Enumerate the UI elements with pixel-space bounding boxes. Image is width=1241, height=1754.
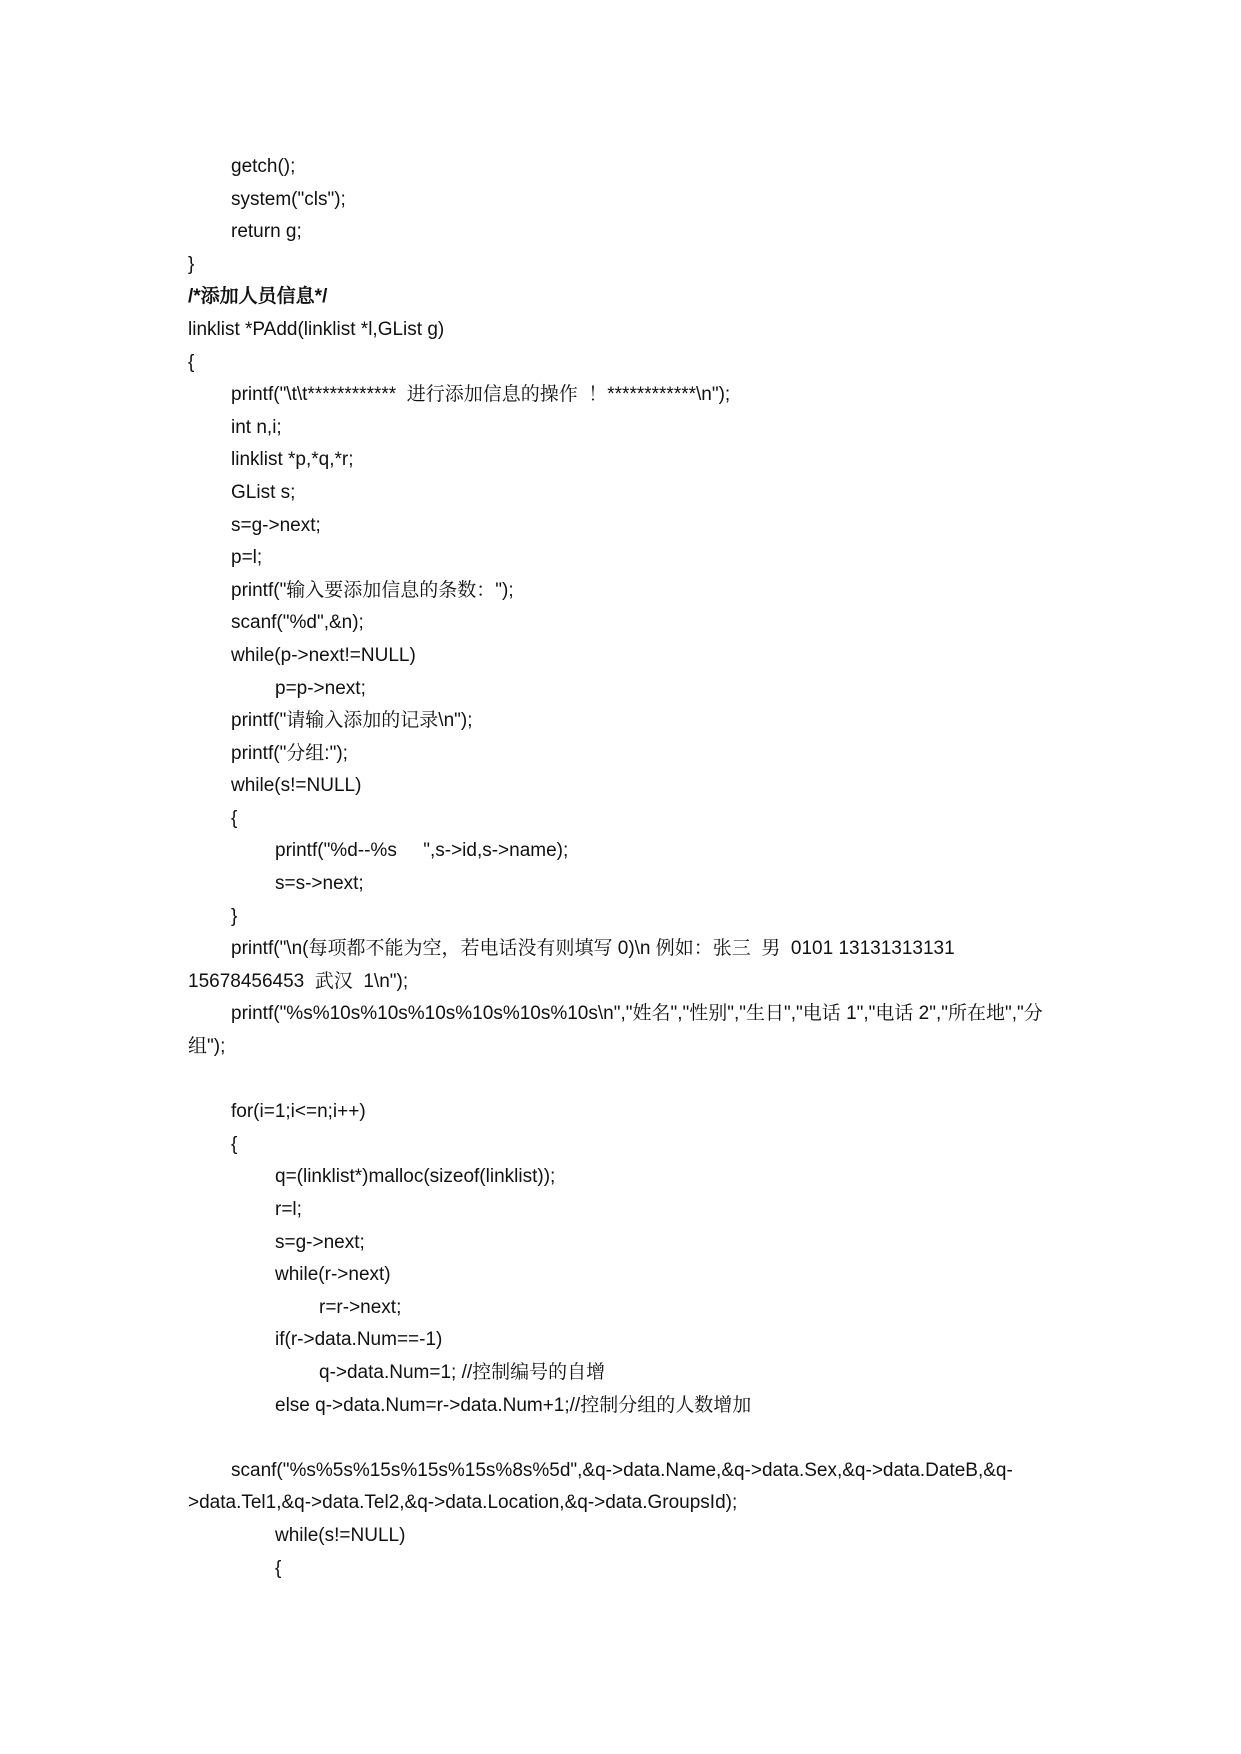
code-line: while(s!=NULL) [275,1524,406,1546]
code-line: return g; [231,221,302,243]
code-line: r=l; [275,1199,302,1220]
code-line: if(r->data.Num==-1) [275,1329,443,1351]
code-listing [188,151,1068,1585]
code-line: { [188,351,195,373]
blank-line [188,1064,1068,1097]
code-line: } [188,253,195,275]
code-line: p=l; [231,547,263,569]
code-line: int n,i; [231,416,282,438]
code-line-wrapped: printf("\n(每项都不能为空，若电话没有则填写 0)\n 例如：张三 男 0101 13131313131 15678456453 武汉 1\n"); [188,938,960,992]
code-line: printf("%d--%s ",s->id,s->name); [275,840,569,862]
code-line: s=g->next; [275,1231,365,1253]
code-line: r=r->next; [319,1296,402,1318]
code-line: printf("\t\t************ 进行添加信息的操作 ！************\n"); [231,384,731,406]
code-line: system("cls"); [231,188,346,210]
code-line: while(s!=NULL) [231,775,362,797]
code-line: p=p->next; [275,677,366,699]
code-line: q->data.Num=1; //控制编号的自增 [319,1361,606,1383]
code-line: while(p->next!=NULL) [231,644,416,666]
code-line: printf("分组:"); [231,742,348,764]
code-line: linklist *p,*q,*r; [231,449,354,471]
code-line: { [275,1557,282,1579]
code-line: printf("输入要添加信息的条数："); [231,579,514,601]
code-line: while(r->next) [275,1264,391,1286]
code-line: for(i=1;i<=n;i++) [231,1101,366,1123]
code-line: q=(linklist*)malloc(sizeof(linklist)); [275,1166,556,1188]
code-line-wrapped: printf("%s%10s%10s%10s%10s%10s%10s\n","姓名","性别","生日","电话 1","电话 2","所在地","分组"); [188,1003,1043,1058]
code-line: s=g->next; [231,514,321,536]
code-line: } [231,905,238,927]
code-line: { [231,1133,238,1155]
code-line: getch(); [231,156,296,177]
code-line: else q->data.Num=r->data.Num+1;//控制分组的人数增加 [275,1394,752,1416]
section-comment-heading: /*添加人员信息*/ [188,286,328,308]
code-line: GList s; [231,481,296,503]
code-line: scanf("%d",&n); [231,612,364,634]
code-line: printf("请输入添加的记录\n"); [231,710,473,732]
code-line-wrapped: scanf("%s%5s%15s%15s%15s%8s%5d",&q->data.Name,&q->data.Sex,&q->data.DateB,&q->data.Tel1,&q->data.Tel2,&q->data.Location,&q->data.GroupsId); [188,1459,1013,1514]
code-line: { [231,807,238,829]
function-signature: linklist *PAdd(linklist *l,GList g) [188,318,445,340]
blank-line [188,1422,1068,1455]
code-line: s=s->next; [275,873,364,895]
